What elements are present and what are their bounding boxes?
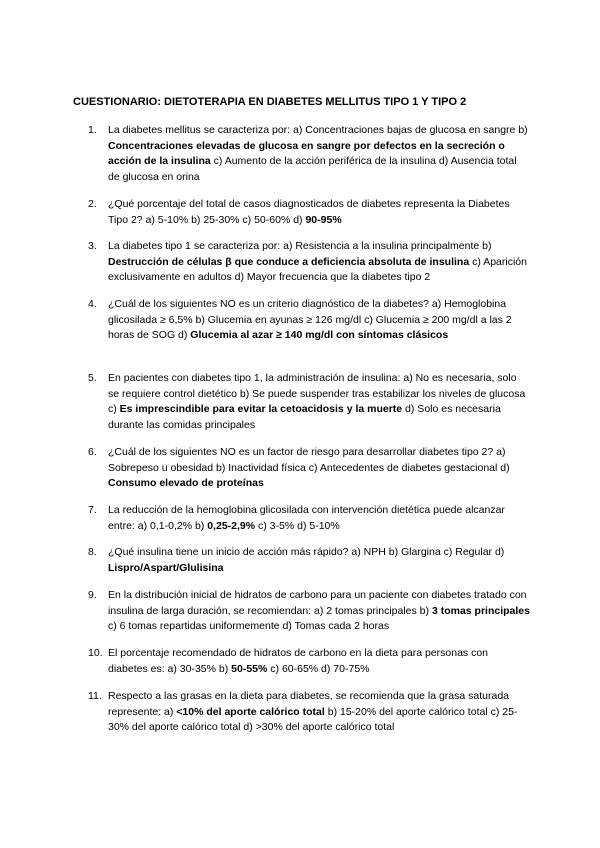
question-text: [108, 445, 530, 492]
question-item: [88, 445, 530, 492]
question-text: [108, 297, 530, 344]
question-number: 9.: [88, 589, 97, 601]
question-text: [108, 588, 530, 635]
question-text: [108, 239, 530, 286]
question-segment: La diabetes mellitus se caracteriza por: a) Concentraciones bajas de glucosa en sangre b): [108, 124, 528, 136]
question-segment: En pacientes con diabetes tipo 1, la administración de insulina: a) No es necesaria, solo se requiere control dietético b) Se puede suspender tras estabilizar los niveles de glucosa c): [108, 372, 526, 416]
question-segment: Respecto a las grasas en la dieta para diabetes, se recomienda que la grasa saturada represente: a): [108, 690, 509, 718]
question-text: [108, 197, 530, 228]
correct-answer: Destrucción de células β que conduce a deficiencia absoluta de insulina: [108, 255, 470, 268]
correct-answer: 90-95%: [305, 213, 342, 226]
correct-answer: 3 tomas principales: [431, 604, 530, 617]
question-item: [88, 545, 530, 576]
correct-answer: 0,25-2,9%: [207, 519, 256, 532]
question-segment: La diabetes tipo 1 se caracteriza por: a) Resistencia a la insulina principalmente b): [108, 240, 492, 252]
question-segment: c) Aumento de la acción periférica de la insulina d) Ausencia total de glucosa en orina: [108, 155, 517, 183]
question-text: [108, 503, 530, 534]
question-segment: ¿Cuál de los siguientes NO es un criterio diagnóstico de la diabetes? a) Hemoglobina glicosilada ≥ 6,5% b) Glucemia en ayunas ≥ 126 mg/dl c) Glucemia ≥ 200 mg/dl a las 2 horas de SOG d): [108, 298, 512, 342]
question-item: [88, 297, 530, 344]
correct-answer: Consumo elevado de proteínas: [108, 477, 264, 490]
question-item: [88, 123, 530, 185]
question-segment: c) 3-5% d) 5-10%: [255, 519, 340, 532]
question-number: 6.: [88, 446, 97, 458]
question-segment: c) 6 tomas repartidas uniformemente d) Tomas cada 2 horas: [108, 620, 390, 633]
question-segment: El porcentaje recomendado de hidratos de carbono en la dieta para personas con diabetes es: a) 30-35% b): [108, 647, 489, 675]
question-item: [88, 371, 530, 433]
question-number: 8.: [88, 546, 97, 558]
correct-answer: Es imprescindible para evitar la cetoacidosis y la muerte: [119, 403, 403, 416]
question-item: [88, 646, 530, 677]
question-item: [88, 503, 530, 534]
question-segment: ¿Qué insulina tiene un inicio de acción más rápido? a) NPH b) Glargina c) Regular d): [108, 546, 505, 558]
question-segment: c) 60-65% d) 70-75%: [267, 662, 370, 675]
question-number: 11.: [88, 690, 102, 702]
page-title: CUESTIONARIO: DIETOTERAPIA EN DIABETES MELLITUS TIPO 1 Y TIPO 2: [73, 96, 467, 108]
question-text: [108, 545, 530, 576]
question-segment: La reducción de la hemoglobina glicosilada con intervención dietética puede alcanzar entre: a) 0,1-0,2% b): [108, 504, 505, 532]
correct-answer: Concentraciones elevadas de glucosa en sangre por defectos en la secreción o acción de la insulina: [108, 139, 505, 168]
question-segment: En la distribución inicial de hidratos de carbono para un paciente con diabetes tratado con insulina de larga duración, se recomiendan: a) 2 tomas principales b): [108, 589, 527, 617]
question-text: [108, 646, 530, 677]
question-text: [108, 689, 530, 736]
correct-answer: Glucemia al azar ≥ 140 mg/dl con síntomas clásicos: [190, 329, 449, 342]
question-item: [88, 588, 530, 635]
question-number: 2.: [88, 198, 97, 210]
question-item: [88, 197, 530, 228]
question-number: 5.: [88, 372, 97, 384]
question-number: 10.: [88, 647, 103, 659]
question-item: [88, 239, 530, 286]
question-number: 4.: [88, 298, 97, 310]
correct-answer: <10% del aporte calórico total: [176, 705, 325, 718]
question-text: [108, 371, 530, 433]
question-segment: ¿Cuál de los siguientes NO es un factor de riesgo para desarrollar diabetes tipo 2? a) Sobrepeso u obesidad b) Inactividad física c) Antecedentes de diabetes gestacional d): [108, 446, 510, 474]
correct-answer: Lispro/Aspart/Glulisina: [108, 561, 224, 574]
question-segment: ¿Qué porcentaje del total de casos diagnosticados de diabetes representa la Diabetes Tipo 2? a) 5-10% b) 25-30% c) 50-60% d): [108, 198, 510, 226]
question-text: [108, 123, 530, 185]
question-number: 1.: [88, 124, 97, 136]
question-number: 7.: [88, 504, 97, 516]
question-segment: c) Aparición exclusivamente en adultos d) Mayor frecuencia que la diabetes tipo 2: [108, 255, 527, 284]
correct-answer: 50-55%: [231, 662, 268, 675]
question-segment: b) 15-20% del aporte calórico total c) 25-30% del aporte calórico total d) >30% del aporte calórico total: [108, 705, 518, 734]
question-segment: d) Solo es necesaria durante las comidas principales: [108, 403, 501, 431]
question-number: 3.: [88, 240, 97, 252]
question-item: [88, 689, 530, 736]
